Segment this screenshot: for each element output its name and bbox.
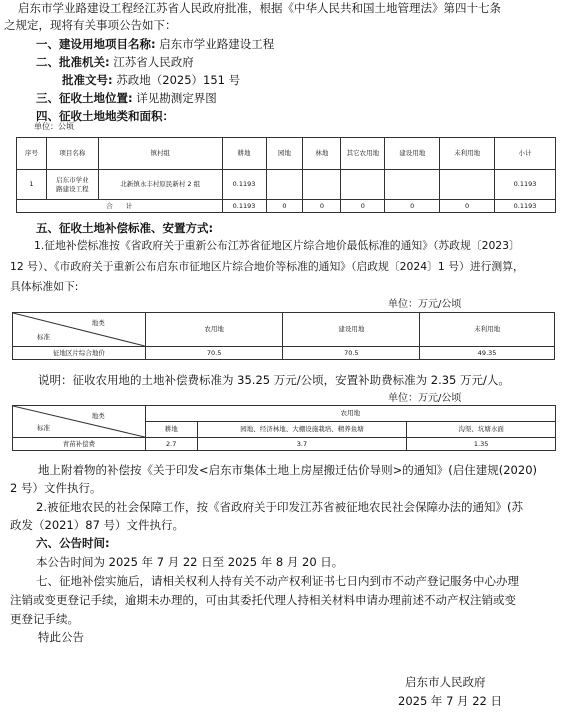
- standard-table: [12, 312, 555, 360]
- section-2: [36, 54, 194, 71]
- total-cultivated: 0.1193: [222, 200, 266, 213]
- section-3-value: 详见勘测定界图: [136, 91, 217, 105]
- cell-unused: [440, 170, 495, 200]
- crop-group-header: 农用地: [145, 406, 555, 422]
- std-val-unused: 49.35: [420, 347, 555, 360]
- section-4-label: 四、征收土地地类和面积：: [36, 109, 174, 123]
- crop-corner-bottom: 标准: [37, 424, 50, 432]
- total-unused: 0: [440, 200, 495, 213]
- crop-corner-top: 地类: [91, 412, 105, 420]
- crop-val-garden: 3.7: [197, 438, 407, 451]
- total-garden: 0: [266, 200, 303, 213]
- section-2-label: 二、批准机关:: [36, 55, 110, 69]
- section-3-label: 三、征收土地位置:: [36, 91, 133, 105]
- section-1: [36, 36, 274, 53]
- land-table-header-row: [17, 138, 556, 170]
- crop-col-ditch: 沟渠、坑塘水面: [407, 422, 556, 438]
- std-row-label: 征地区片综合地价: [13, 347, 146, 360]
- total-forest: 0: [303, 200, 341, 213]
- std-table-corner: [13, 313, 146, 347]
- section-3: [36, 90, 217, 107]
- social-security-line-2: 政发（2021）87 号）文件执行。: [10, 518, 185, 532]
- section-6-label: 六、公告时间:: [36, 536, 110, 550]
- col-cultivated: 耕地: [222, 138, 266, 170]
- col-project: 项目名称: [46, 138, 98, 170]
- intro-line-1: 启东市学业路建设工程经江苏省人民政府批准，根据《中华人民共和国土地管理法》第四十七条: [18, 1, 501, 15]
- total-subtotal: 0.1193: [495, 200, 556, 213]
- crop-val-ditch: 1.35: [407, 438, 556, 451]
- intro-line-2: 之规定，现将有关事项公告如下：: [4, 18, 177, 32]
- crop-val-cultivated: 2.7: [145, 438, 197, 451]
- total-construction: 0: [385, 200, 440, 213]
- cell-other-agri: [341, 170, 385, 200]
- section-1-label: 一、建设用地项目名称:: [36, 37, 156, 51]
- total-label: 合 计: [17, 200, 223, 213]
- section-6-text: 本公告时间为 2025 年 7 月 22 日至 2025 年 8 月 20 日。: [36, 555, 344, 569]
- col-other-agri: 其它农用地: [341, 138, 385, 170]
- section-5-p1-line3: 具体标准如下:: [10, 280, 79, 293]
- col-forest: 林地: [303, 138, 341, 170]
- social-security-line-1: 2.被征地农民的社会保障工作，按《省政府关于印发江苏省被征地农民社会保障办法的通知》(苏: [36, 500, 523, 514]
- std-table-unit: 单位：万元/公顷: [388, 299, 462, 310]
- table-row: [13, 347, 555, 360]
- attachment-line-1: 地上附着物的补偿按《关于印发<启东市集体土地上房屋搬迁估价导则>的通知》(启住建规(2020): [38, 463, 537, 477]
- crop-col-garden: 园地、经济林地、大棚设施栽培、精养鱼塘: [197, 422, 407, 438]
- table-total-row: [17, 200, 556, 213]
- col-subtotal: 小计: [495, 138, 556, 170]
- closing-text: 特此公告: [38, 630, 84, 644]
- cell-project: 启东市学业路建设工程: [46, 170, 98, 200]
- section-7-line-1: 七、征地补偿实施后，请相关权利人持有关不动产权利证书七日内到市不动产登记服务中心办理: [36, 574, 519, 588]
- signature-date: 2025 年 7 月 22 日: [398, 694, 502, 708]
- cell-construction: [385, 170, 440, 200]
- cell-town: 北新镇永丰村原民新村 2 组: [98, 170, 222, 200]
- attachment-line-2: 2 号）文件执行。: [10, 481, 102, 495]
- section-5-p1-line1: 1.征地补偿标准按《省政府关于重新公布江苏省征地区片综合地价最低标准的通知》（苏政规〔2023〕: [34, 239, 520, 252]
- land-table: [16, 137, 556, 213]
- col-town: 镇村组: [98, 138, 222, 170]
- signature-org: 启东市人民政府: [405, 675, 486, 689]
- cell-subtotal: 0.1193: [495, 170, 556, 200]
- compensation-note: 说明：征收农用地的土地补偿费标准为 35.25 万元/公顷，安置补助费标准为 2.35 万元/人。: [38, 373, 510, 387]
- table-row: [13, 438, 556, 451]
- std-val-construction: 70.5: [283, 347, 420, 360]
- crop-table-corner: [13, 406, 146, 438]
- col-garden: 园地: [266, 138, 303, 170]
- section-5-p1-line2: 12 号）、《市政府关于重新公布启东市征地区片综合地价等标准的通知》（启政规〔2024〕1 号）进行测算，: [10, 260, 524, 273]
- crop-table-unit: 单位：万元/公顷: [388, 393, 462, 404]
- approval-number: [62, 72, 240, 89]
- std-col-construction: 建设用地: [283, 313, 420, 347]
- approval-number-label: 批准文号:: [62, 73, 113, 87]
- cell-cultivated: 0.1193: [222, 170, 266, 200]
- section-5-label: 五、征收土地补偿标准、安置方式:: [36, 221, 214, 235]
- crop-col-cultivated: 耕地: [145, 422, 197, 438]
- cell-garden: [266, 170, 303, 200]
- section-7-line-3: 更登记手续。: [10, 612, 79, 626]
- cell-forest: [303, 170, 341, 200]
- cell-index: 1: [17, 170, 47, 200]
- crop-row-label: 青苗补偿费: [13, 438, 146, 451]
- section-4-unit: 单位：公顷: [34, 122, 74, 131]
- std-col-unused: 未利用地: [420, 313, 555, 347]
- std-corner-bottom: 标准: [37, 333, 50, 341]
- std-col-agri: 农用地: [145, 313, 283, 347]
- col-unused: 未利用地: [440, 138, 495, 170]
- col-index: 序号: [17, 138, 47, 170]
- std-val-agri: 70.5: [145, 347, 283, 360]
- section-7-line-2: 注销或变更登记手续，逾期未办理的，可由其委托代理人持相关材料申请办理前述不动产权注销或变: [10, 593, 516, 607]
- total-other-agri: 0: [341, 200, 385, 213]
- section-2-value: 江苏省人民政府: [113, 55, 194, 69]
- col-construction: 建设用地: [385, 138, 440, 170]
- crop-table: [12, 405, 556, 451]
- section-1-value: 启东市学业路建设工程: [159, 37, 275, 51]
- std-corner-top: 地类: [91, 319, 105, 327]
- table-row: [17, 170, 556, 200]
- approval-number-value: 苏政地（2025）151 号: [116, 73, 241, 87]
